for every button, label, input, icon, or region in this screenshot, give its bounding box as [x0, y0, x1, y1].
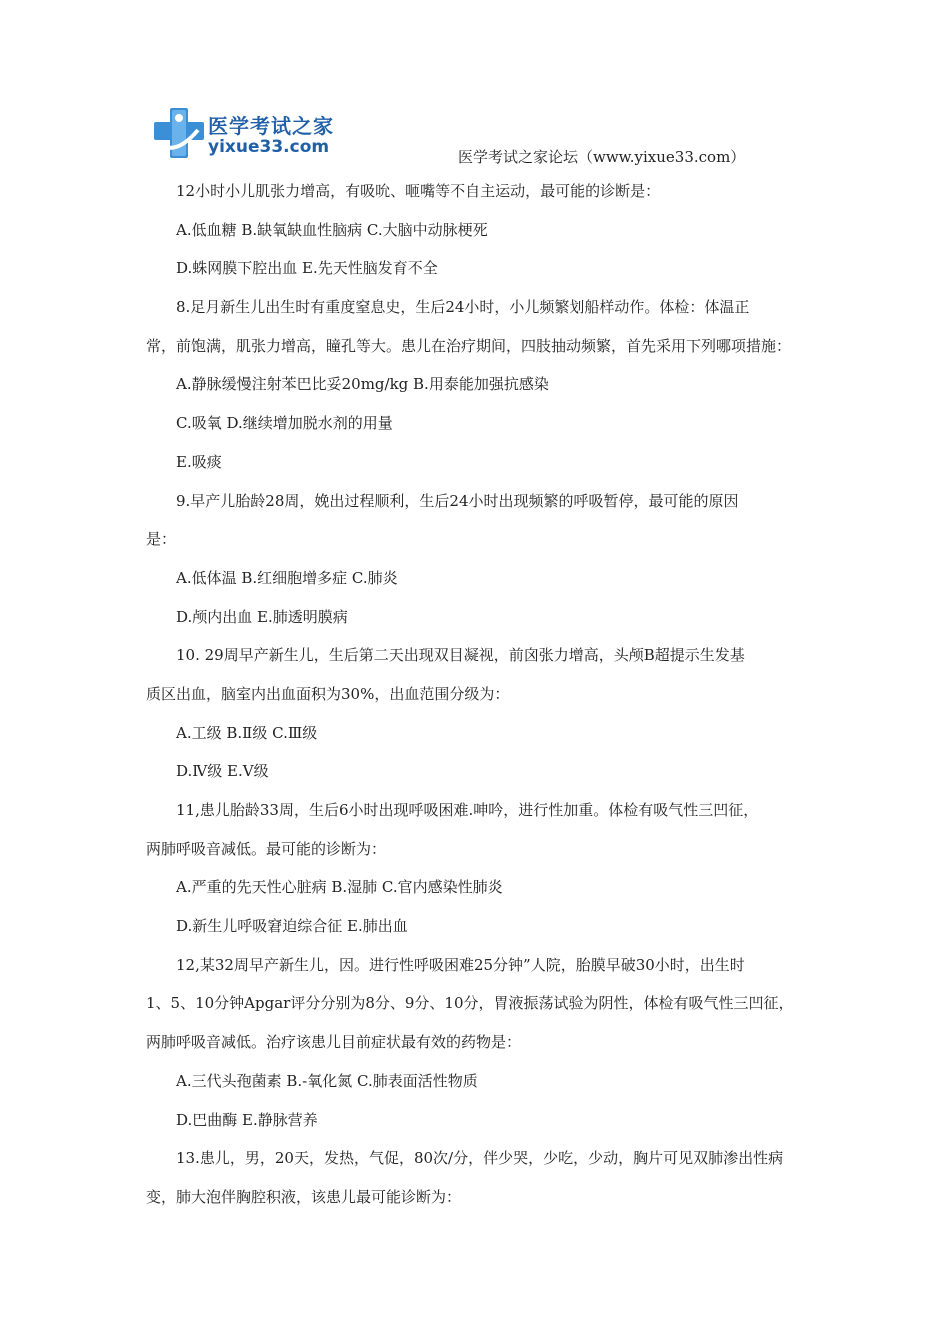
- question-continuation-line: 两肺呼吸音减低。最可能的诊断为：: [146, 839, 387, 858]
- answer-options-line: A.静脉缓慢注射苯巴比妥20mg/kg B.用泰能加强抗感染: [176, 375, 549, 394]
- document-body: [146, 172, 806, 1217]
- logo-chinese-text: 医学考试之家: [208, 114, 334, 138]
- answer-options-line: D.颅内出血 E.肺透明膜病: [176, 607, 348, 626]
- answer-options-line: A.低血糖 B.缺氧缺血性脑病 C.大脑中动脉梗死: [176, 220, 488, 239]
- site-logo[interactable]: [152, 104, 332, 164]
- question-line: 9.早产儿胎龄28周，娩出过程顺利，生后24小时出现频繁的呼吸暂停，最可能的原因: [176, 491, 739, 510]
- question-line: 13.患儿，男，20天，发热，气促，80次/分，伴少哭，少吃，少动，胸片可见双肺渗出性病: [176, 1149, 784, 1168]
- answer-options-line: E.吸痰: [176, 452, 222, 471]
- question-line: 12,某32周早产新生儿，因。进行性呼吸困难25分钟”人院，胎膜早破30小时，出生时: [176, 955, 745, 974]
- answer-options-line: D.新生儿呼吸窘迫综合征 E.肺出血: [176, 917, 408, 936]
- forum-title: 医学考试之家论坛（www.yixue33.com）: [458, 148, 746, 166]
- answer-options-line: D.蛛网膜下腔出血 E.先天性脑发育不全: [176, 259, 438, 278]
- answer-options-line: D.巴曲酶 E.静脉营养: [176, 1110, 318, 1129]
- answer-options-line: A.低体温 B.红细胞增多症 C.肺炎: [176, 568, 398, 587]
- question-continuation-line: 是：: [146, 530, 177, 549]
- answer-options-line: A.严重的先天性心脏病 B.湿肺 C.官内感染性肺炎: [176, 878, 503, 897]
- answer-options-line: D.Ⅳ级 E.Ⅴ级: [176, 762, 269, 781]
- question-continuation-line: 常，前饱满，肌张力增高，瞳孔等大。患儿在治疗期间，四肢抽动频繁，首先采用下列哪项措施：: [146, 336, 792, 355]
- answer-options-line: A.工级 B.Ⅱ级 C.Ⅲ级: [176, 723, 318, 742]
- answer-options-line: A.三代头孢菌素 B.-氧化氮 C.肺表面活性物质: [176, 1071, 478, 1090]
- question-continuation-line: 两肺呼吸音减低。治疗该患儿目前症状最有效的药物是：: [146, 1033, 522, 1052]
- medical-cross-logo-icon: [152, 104, 208, 164]
- question-line: 10. 29周早产新生儿，生后第二天出现双目凝视，前囟张力增高，头颅B超提示生发基: [176, 646, 745, 665]
- question-continuation-line: 变，肺大泡伴胸腔积液，该患儿最可能诊断为：: [146, 1187, 462, 1206]
- page-header: [152, 98, 802, 170]
- answer-options-line: C.吸氧 D.继续增加脱水剂的用量: [176, 414, 393, 433]
- question-line: 8.足月新生儿出生时有重度窒息史，生后24小时，小儿频繁划船样动作。体检：体温正: [176, 298, 750, 317]
- question-continuation-line: 质区出血，脑室内出血面积为30%，出血范围分级为：: [146, 684, 510, 703]
- text-line: 12小时小儿肌张力增高，有吸吮、咂嘴等不自主运动，最可能的诊断是：: [176, 182, 661, 200]
- logo-domain-text: yixue33.com: [208, 137, 330, 157]
- question-continuation-line: 1、5、10分钟Apgar评分分别为8分、9分、10分，胃液振荡试验为阴性，体检有吸气性三凹征，: [146, 994, 794, 1013]
- question-line: 11,患儿胎龄33周，生后6小时出现呼吸困难.呻吟，进行性加重。体检有吸气性三凹征，: [176, 801, 759, 819]
